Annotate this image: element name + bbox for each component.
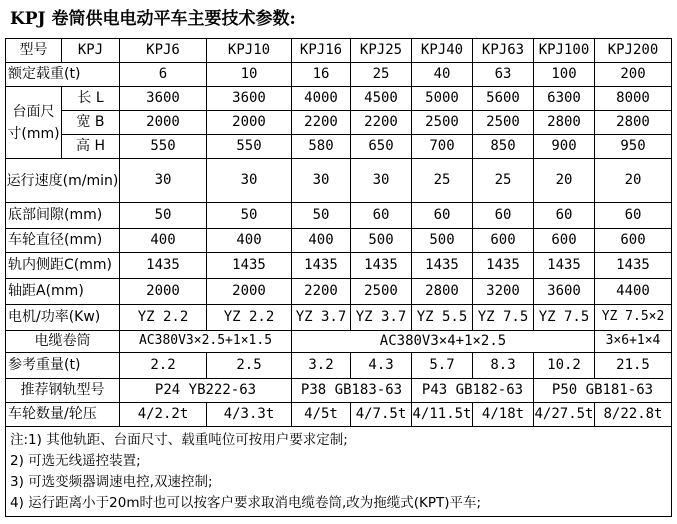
value-cell: 2000 <box>207 279 292 305</box>
model-cell: KPJ25 <box>351 39 412 63</box>
value-cell: 16 <box>292 63 351 87</box>
value-cell: 1435 <box>595 253 672 279</box>
wheelbase-label: 轴距A(mm) <box>6 279 120 305</box>
value-cell: YZ 7.5×2 <box>595 305 672 331</box>
value-cell: 600 <box>595 229 672 253</box>
value-cell: 100 <box>534 63 595 87</box>
value-cell: P38 GB183-63 <box>292 379 412 403</box>
value-cell: 50 <box>120 203 207 229</box>
row-wheel-load <box>6 403 672 427</box>
value-cell: 3600 <box>534 279 595 305</box>
rail-label: 推荐钢轨型号 <box>6 379 120 403</box>
length-label: 长 L <box>62 87 120 111</box>
value-cell: 4/3.3t <box>207 403 292 427</box>
value-cell: 2.5 <box>207 353 292 379</box>
clearance-label: 底部间隙(mm) <box>6 203 120 229</box>
value-cell: 4/27.5t <box>534 403 595 427</box>
value-cell: 1435 <box>292 253 351 279</box>
value-cell: 5.7 <box>412 353 473 379</box>
series-label: KPJ <box>62 39 120 63</box>
model-cell: KPJ6 <box>120 39 207 63</box>
model-label: 型号 <box>6 39 62 63</box>
value-cell: 8000 <box>595 87 672 111</box>
value-cell: YZ 2.2 <box>120 305 207 331</box>
value-cell: 6300 <box>534 87 595 111</box>
spec-table <box>5 38 672 517</box>
value-cell: 30 <box>120 159 207 203</box>
value-cell: 3.2 <box>292 353 351 379</box>
row-wheelbase <box>6 279 672 305</box>
model-cell: KPJ16 <box>292 39 351 63</box>
page-title: KPJ 卷筒供电电动平车主要技术参数: <box>10 9 296 29</box>
row-clearance <box>6 203 672 229</box>
row-notes <box>6 427 672 517</box>
model-cell: KPJ63 <box>473 39 534 63</box>
load-label: 额定载重(t) <box>6 63 120 87</box>
model-cell: KPJ100 <box>534 39 595 63</box>
value-cell: 2200 <box>292 279 351 305</box>
value-cell: 1435 <box>120 253 207 279</box>
value-cell: 4500 <box>351 87 412 111</box>
value-cell: 600 <box>534 229 595 253</box>
value-cell: 1435 <box>207 253 292 279</box>
value-cell: 4/2.2t <box>120 403 207 427</box>
value-cell: 5000 <box>412 87 473 111</box>
value-cell: 4400 <box>595 279 672 305</box>
table-size-label: 台面尺寸(mm) <box>6 87 62 159</box>
value-cell: 60 <box>351 203 412 229</box>
value-cell: 2500 <box>351 279 412 305</box>
value-cell: 550 <box>207 135 292 159</box>
value-cell: 21.5 <box>595 353 672 379</box>
row-model <box>6 39 672 63</box>
value-cell: 400 <box>120 229 207 253</box>
note-line: 2) 可选无线遥控装置; <box>10 453 141 469</box>
value-cell: YZ 2.2 <box>207 305 292 331</box>
row-height <box>6 135 672 159</box>
value-cell: 580 <box>292 135 351 159</box>
value-cell: 1435 <box>351 253 412 279</box>
value-cell: 60 <box>534 203 595 229</box>
row-rail <box>6 379 672 403</box>
value-cell: YZ 7.5 <box>473 305 534 331</box>
value-cell: 4/5t <box>292 403 351 427</box>
row-cable-reel <box>6 331 672 353</box>
value-cell: 500 <box>351 229 412 253</box>
value-cell: 25 <box>412 159 473 203</box>
value-cell: 2000 <box>120 111 207 135</box>
value-cell: 400 <box>207 229 292 253</box>
row-weight <box>6 353 672 379</box>
value-cell: 50 <box>292 203 351 229</box>
model-cell: KPJ40 <box>412 39 473 63</box>
value-cell: 2800 <box>412 279 473 305</box>
value-cell: 1435 <box>534 253 595 279</box>
value-cell: P50 GB181-63 <box>534 379 672 403</box>
value-cell: 1435 <box>473 253 534 279</box>
value-cell: 2500 <box>412 111 473 135</box>
value-cell: YZ 7.5 <box>534 305 595 331</box>
speed-label: 运行速度(m/min) <box>6 159 120 203</box>
value-cell: 60 <box>412 203 473 229</box>
value-cell: 650 <box>351 135 412 159</box>
value-cell: 2800 <box>595 111 672 135</box>
inner-gauge-label: 轨内侧距C(mm) <box>6 253 120 279</box>
value-cell: 3600 <box>120 87 207 111</box>
row-motor <box>6 305 672 331</box>
model-cell: KPJ10 <box>207 39 292 63</box>
value-cell: 30 <box>292 159 351 203</box>
value-cell: 200 <box>595 63 672 87</box>
value-cell: 4.3 <box>351 353 412 379</box>
value-cell: 3600 <box>207 87 292 111</box>
value-cell: 2200 <box>351 111 412 135</box>
value-cell: 4/7.5t <box>351 403 412 427</box>
value-cell: 25 <box>473 159 534 203</box>
value-cell: 6 <box>120 63 207 87</box>
value-cell: 20 <box>534 159 595 203</box>
notes-cell <box>6 427 672 517</box>
value-cell: 3200 <box>473 279 534 305</box>
note-line: 3) 可选变频器调速电控,双速控制; <box>10 474 213 490</box>
value-cell: 20 <box>595 159 672 203</box>
value-cell: 850 <box>473 135 534 159</box>
value-cell: 2000 <box>207 111 292 135</box>
height-label: 高 H <box>62 135 120 159</box>
value-cell: P43 GB182-63 <box>412 379 534 403</box>
value-cell: 4000 <box>292 87 351 111</box>
value-cell: 10 <box>207 63 292 87</box>
value-cell: 2.2 <box>120 353 207 379</box>
value-cell: 2800 <box>534 111 595 135</box>
value-cell: P24 YB222-63 <box>120 379 292 403</box>
value-cell: 2200 <box>292 111 351 135</box>
value-cell: 60 <box>595 203 672 229</box>
value-cell: 1435 <box>412 253 473 279</box>
row-wheel-diameter <box>6 229 672 253</box>
row-length <box>6 87 672 111</box>
value-cell: 950 <box>595 135 672 159</box>
row-load <box>6 63 672 87</box>
value-cell: 700 <box>412 135 473 159</box>
value-cell: AC380V3×2.5+1×1.5 <box>120 331 292 353</box>
value-cell: 5600 <box>473 87 534 111</box>
wheel-load-label: 车轮数量/轮压 <box>6 403 120 427</box>
wheel-diameter-label: 车轮直径(mm) <box>6 229 120 253</box>
value-cell: 900 <box>534 135 595 159</box>
value-cell: 50 <box>207 203 292 229</box>
value-cell: 500 <box>412 229 473 253</box>
note-line: 注:1) 其他轨距、台面尺寸、载重吨位可按用户要求定制; <box>10 432 348 448</box>
model-cell: KPJ200 <box>595 39 672 63</box>
value-cell: 30 <box>351 159 412 203</box>
value-cell: 3×6+1×4 <box>595 331 672 353</box>
value-cell: 10.2 <box>534 353 595 379</box>
value-cell: 4/11.5t <box>412 403 473 427</box>
value-cell: 2000 <box>120 279 207 305</box>
value-cell: 400 <box>292 229 351 253</box>
value-cell: 8.3 <box>473 353 534 379</box>
value-cell: 600 <box>473 229 534 253</box>
row-inner-gauge <box>6 253 672 279</box>
value-cell: 40 <box>412 63 473 87</box>
row-width <box>6 111 672 135</box>
value-cell: 60 <box>473 203 534 229</box>
value-cell: AC380V3×4+1×2.5 <box>292 331 595 353</box>
note-line: 4) 运行距离小于20m时也可以按客户要求取消电缆卷筒,改为拖缆式(KPT)平车; <box>10 495 482 511</box>
motor-label: 电机/功率(Kw) <box>6 305 120 331</box>
value-cell: 25 <box>351 63 412 87</box>
value-cell: 4/18t <box>473 403 534 427</box>
row-speed <box>6 159 672 203</box>
value-cell: 8/22.8t <box>595 403 672 427</box>
width-label: 宽 B <box>62 111 120 135</box>
value-cell: YZ 3.7 <box>292 305 351 331</box>
value-cell: 30 <box>207 159 292 203</box>
value-cell: YZ 5.5 <box>412 305 473 331</box>
value-cell: 550 <box>120 135 207 159</box>
value-cell: YZ 3.7 <box>351 305 412 331</box>
value-cell: 2500 <box>473 111 534 135</box>
cable-reel-label: 电缆卷筒 <box>6 331 120 353</box>
weight-label: 参考重量(t) <box>6 353 120 379</box>
value-cell: 63 <box>473 63 534 87</box>
